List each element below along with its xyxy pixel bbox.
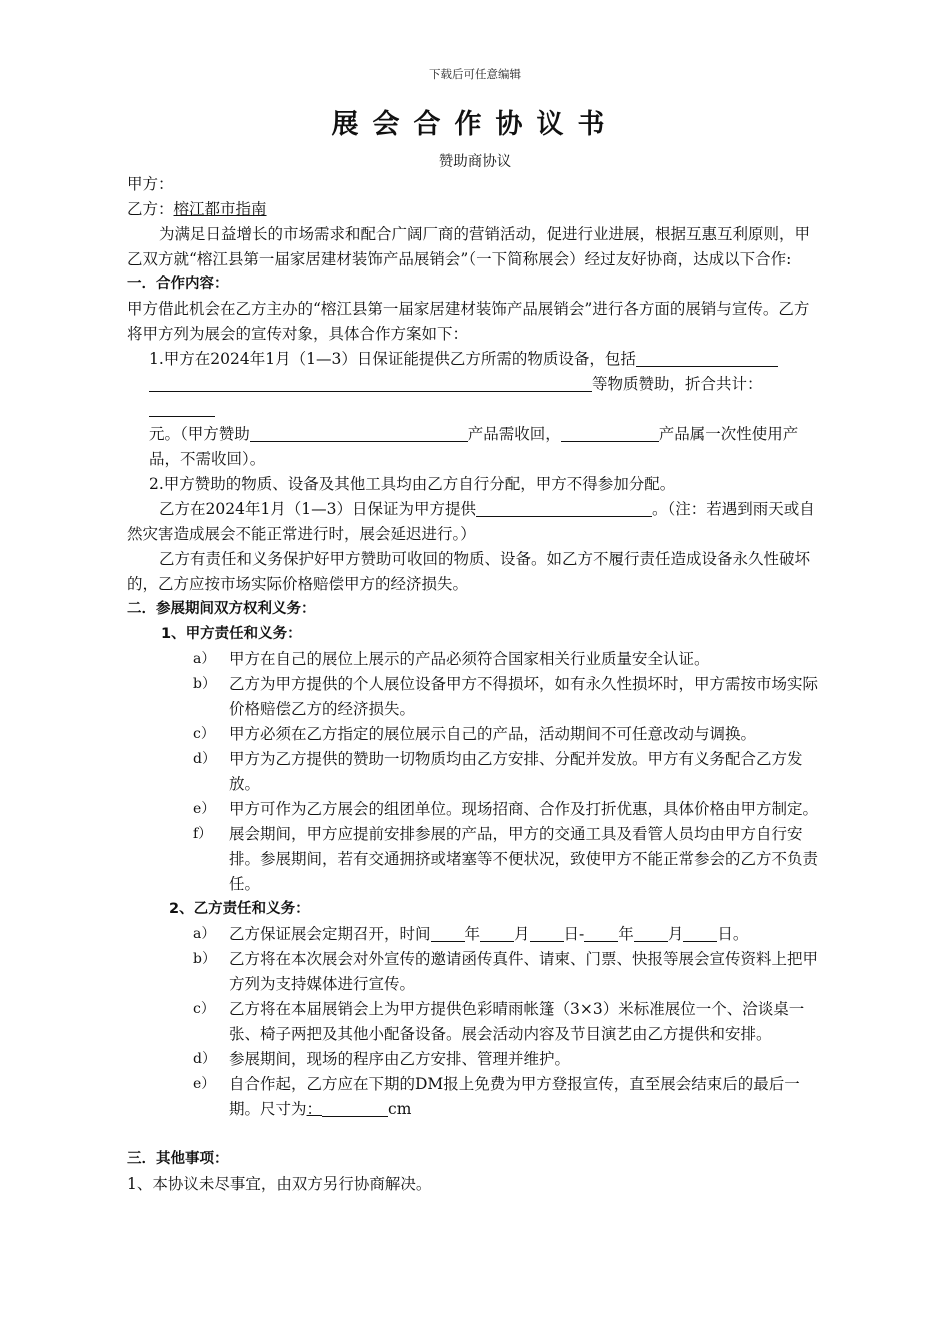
list-item: b） 乙方将在本次展会对外宣传的邀请函传真件、请柬、门票、快报等展会宣传资料上把甲方列为支持媒体进行宣传。 [193,950,819,993]
document-title: 展会合作协议书 [331,109,619,140]
list-item: e） 自合作起，乙方应在下期的DM报上免费为甲方登报宣传，直至展会结束后的最后一期。尺寸为： cm [193,1075,800,1118]
blank-materials-cont [149,373,592,392]
party-b-duties [127,922,823,1122]
blank-month2 [634,923,668,942]
list-item: c） 甲方必须在乙方指定的展位展示自己的产品，活动期间不可任意改动与调换。 [193,725,757,743]
section-1-para3: 乙方有责任和义务保护好甲方赞助可收回的物质、设备。如乙方不履行责任造成设备永久性破坏的，乙方应按市场实际价格赔偿甲方的经济损失。 [127,550,811,593]
blank-materials [636,348,778,367]
blank-provide [476,498,652,517]
section-1-para2: 乙方在2024年1月（1—3）日保证为甲方提供 。（注：若遇到雨天或自然灾害造成展会不能正常进行时，展会延迟进行。） [127,500,815,543]
section-3-heading: 三．其他事项： [127,1151,229,1167]
party-b-line [127,197,823,222]
blank-month [480,923,514,942]
list-item: e） 甲方可作为乙方展会的组团单位。现场招商、合作及打折优惠，具体价格由甲方制定。 [193,800,819,818]
list-item: a） 甲方在自己的展位上展示的产品必须符合国家相关行业质量安全认证。 [193,650,710,668]
list-item: d） 参展期间，现场的程序由乙方安排、管理并维护。 [193,1050,571,1068]
document-subtitle: 赞助商协议 [438,154,512,170]
blank-year [431,923,465,942]
section-1-heading: 一．合作内容： [127,276,229,292]
blank-day [530,923,564,942]
section-2-sub1: 1、甲方责任和义务： [161,626,302,642]
intro-paragraph: 为满足日益增长的市场需求和配合广阔厂商的营销活动，促进行业进展，根据互惠互利原则，甲乙双方就“榕江县第一届家居建材装饰产品展销会”（一下简称展会）经过友好协商，达成以下合作: [127,225,811,268]
agreement-body [127,172,823,1197]
blank-total [149,398,215,417]
list-item: d） 甲方为乙方提供的赞助一切物质均由乙方安排、分配并发放。甲方有义务配合乙方发放。 [193,750,803,793]
party-a-label: 甲方： [127,175,174,193]
section-2-sub2: 2、乙方责任和义务： [169,901,310,917]
list-item: b） 乙方为甲方提供的个人展位设备甲方不得损坏，如有永久性损坏时，甲方需按市场实际价格赔偿乙方的经济损失。 [193,675,819,718]
section-1-item1: 1.甲方在2024年1月（1—3）日保证能提供乙方所需的物质设备，包括 等物质赞助，折合共计： 元。（甲方赞助 产品需收回， 产品属一次性使用产品，不需收回）。 [149,350,799,468]
party-a-line [127,172,823,197]
list-item: f） 展会期间，甲方应提前安排参展的产品，甲方的交通工具及看管人员均由甲方自行安排。参展期间，若有交通拥挤或堵塞等不便状况，致使甲方不能正常参会的乙方不负责任。 [193,825,819,893]
blank-day2 [683,923,717,942]
party-b-label: 乙方： [127,200,174,218]
section-2-heading: 二．参展期间双方权利义务： [127,601,316,617]
list-item: a） 乙方保证展会定期召开，时间 年 月 日- 年 月 日。 [193,925,749,943]
blank-return-products [250,423,468,442]
blank-disposable-products [561,423,659,442]
party-a-duties [127,647,823,897]
blank-year2 [584,923,618,942]
section-3-item1: 1、本协议未尽事宜，由双方另行协商解决。 [127,1175,432,1193]
party-b-name: 榕江都市指南 [173,200,267,218]
page-header-note: 下载后可任意编辑 [429,67,521,81]
section-1-item2: 2.甲方赞助的物质、设备及其他工具均由乙方自行分配，甲方不得参加分配。 [149,475,676,493]
section-1-para1: 甲方借此机会在乙方主办的“榕江县第一届家居建材装饰产品展销会”进行各方面的展销与宣传。乙方将甲方列为展会的宣传对象，具体合作方案如下： [127,300,810,343]
list-item: c） 乙方将在本届展销会上为甲方提供色彩晴雨帐篷（3×3）米标准展位一个、洽谈桌一张、椅子两把及其他小配备设备。展会活动内容及节目演艺由乙方提供和安排。 [193,1000,805,1043]
spacer [127,1122,823,1147]
blank-size [322,1098,388,1117]
